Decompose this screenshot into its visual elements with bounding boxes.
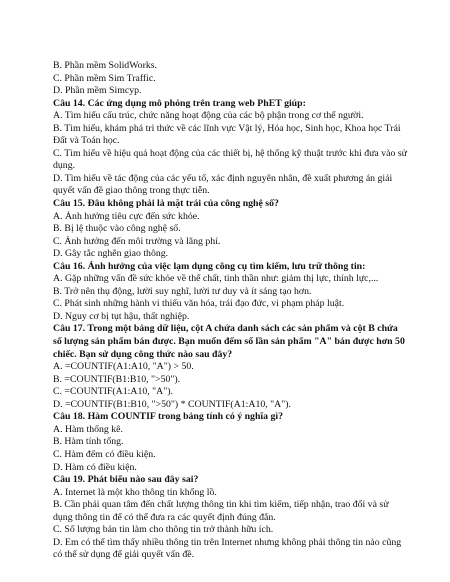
answer-option: D. Tìm hiểu về tác động của các yếu tố, xác định nguyên nhân, đề xuất phương án giải quyết vấn đề giao thông trong thực tiễn. <box>53 172 393 197</box>
answer-option: D. Phần mềm Simcyp. <box>53 85 142 97</box>
question-heading: Câu 18. Hàm COUNTIF trong bảng tính có ý nghĩa gì? <box>53 411 283 423</box>
answer-option: C. Số lượng bản tin làm cho thông tin trở thành hữu ích. <box>53 524 274 536</box>
answer-option: A. =COUNTIF(A1:A10, "A") > 50. <box>53 361 194 373</box>
answer-option: B. Cần phải quan tâm đến chất lượng thông tin khi tìm kiếm, tiếp nhận, trao đổi và sử dụng thông tin để có thể đưa ra các quyết định đúng đắn. <box>53 499 389 523</box>
answer-option: B. Trở nên thụ động, lười suy nghĩ, lười tư duy và ít sáng tạo hơn. <box>53 285 312 297</box>
answer-option: B. Tìm hiểu, khám phá tri thức về các lĩnh vực Vật lý, Hóa học, Sinh học, Khoa học Trái Đất và Toán học. <box>53 122 401 147</box>
answer-option: D. Nguy cơ bị tụt hậu, thất nghiệp. <box>53 310 190 322</box>
question-heading: Câu 17. Trong một bảng dữ liệu, cột A chứa danh sách các sản phẩm và cột B chứa số lượng sản phẩm bán được. Bạn muốn đếm số lần sản phẩm "A" bán được hơn 50 chiếc. Bạn sử dụng công thức nào sau đây? <box>53 323 405 360</box>
question-heading: Câu 15. Đâu không phải là mặt trái của công nghệ số? <box>53 198 279 210</box>
answer-option: D. Gây tắc nghẽn giao thông. <box>53 248 169 260</box>
answer-option: B. =COUNTIF(B1:B10, ">50"). <box>53 373 181 385</box>
question-heading: Câu 19. Phát biểu nào sau đây sai? <box>53 474 199 486</box>
answer-option: B. Bị lệ thuộc vào công nghệ số. <box>53 223 181 235</box>
answer-option: A. Ảnh hưởng tiêu cực đến sức khỏe. <box>53 210 200 222</box>
answer-option: C. Phát sinh những hành vi thiếu văn hóa, trái đạo đức, vi phạm pháp luật. <box>53 298 345 310</box>
question-heading: Câu 16. Ảnh hưởng của việc lạm dụng công cụ tìm kiếm, lưu trữ thông tin: <box>53 260 366 272</box>
answer-option: C. Phần mềm Sim Traffic. <box>53 72 156 84</box>
answer-option: C. =COUNTIF(A1:A10, "A"). <box>53 386 173 398</box>
answer-option: A. Tìm hiểu cấu trúc, chức năng hoạt động của các bộ phận trong cơ thể người. <box>53 110 364 122</box>
question-heading: Câu 14. Các ứng dụng mô phỏng trên trang web PhET giúp: <box>53 97 306 109</box>
answer-option: A. Gặp những vấn đề sức khỏe về thể chất, tinh thần như: giảm thị lực, thính lực,... <box>53 273 379 285</box>
answer-option: C. Tìm hiểu về hiệu quả hoạt động của các thiết bị, hệ thống kỹ thuật trước khi đưa vào sử dụng. <box>53 147 407 172</box>
answer-option: A. Internet là một kho thông tin khổng lồ. <box>53 486 217 498</box>
answer-option: C. Hàm đếm có điều kiện. <box>53 448 156 460</box>
answer-option: D. Hàm có điều kiện. <box>53 461 137 473</box>
answer-option: A. Hàm thống kê. <box>53 423 123 435</box>
answer-option: B. Phần mềm SolidWorks. <box>53 60 157 71</box>
answer-option: C. Ảnh hưởng đến môi trường và lãng phí. <box>53 235 221 247</box>
answer-option: B. Hàm tính tổng. <box>53 436 124 448</box>
answer-option: D. Em có thể tìm thấy nhiều thông tin trên Internet nhưng không phải thông tin nào cũng có thể sử dụng để giải quyết vấn đề. <box>53 536 402 561</box>
answer-option: D. =COUNTIF(B1:B10, ">50") * COUNTIF(A1:A10, "A"). <box>53 398 291 410</box>
